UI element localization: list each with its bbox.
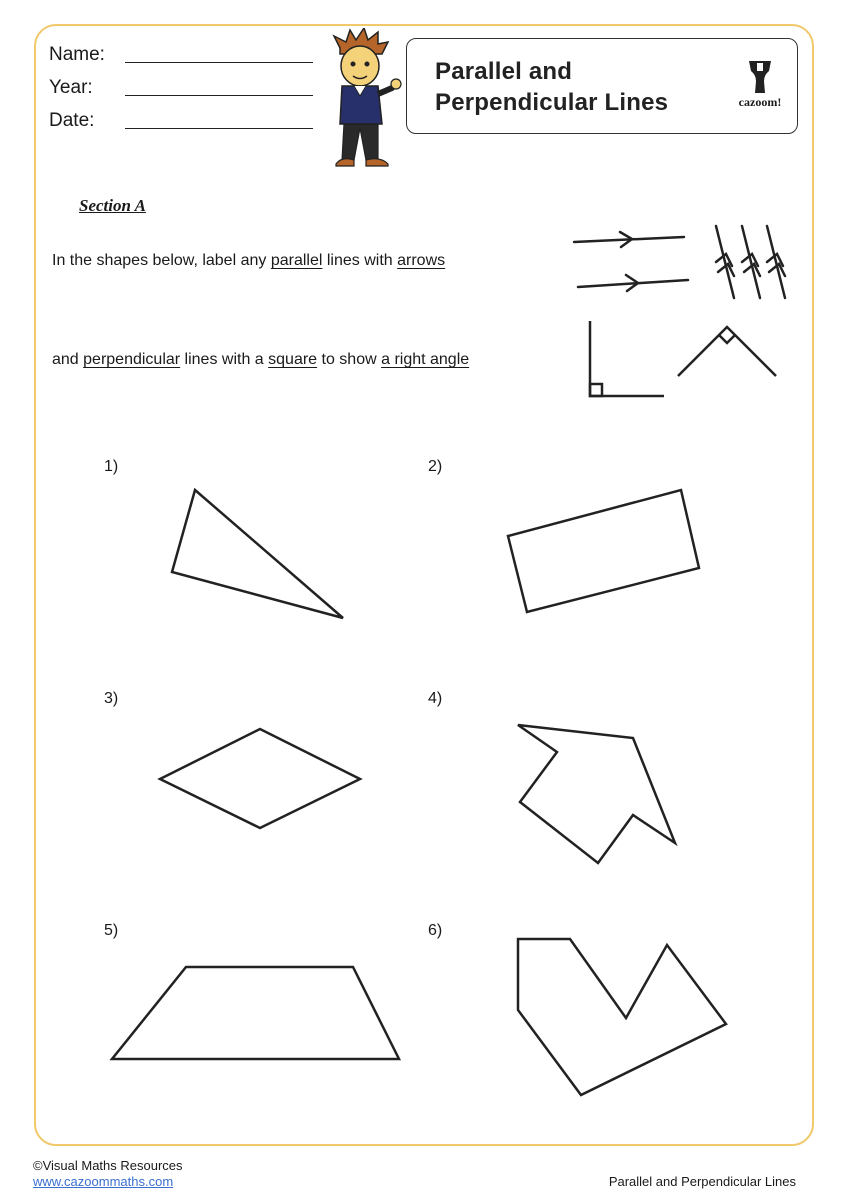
- triangle-shape[interactable]: [172, 490, 343, 618]
- keyword-perpendicular: perpendicular: [83, 351, 181, 368]
- question-label-3: 3): [104, 690, 119, 707]
- arrow-polygon-shape[interactable]: [518, 725, 675, 863]
- footer-worksheet-title: Parallel and Perpendicular Lines: [608, 1174, 796, 1189]
- question-label-6: 6): [428, 922, 443, 939]
- question-label-5: 5): [104, 922, 119, 939]
- instruction-text: In the shapes below, label any: [52, 252, 271, 269]
- worksheet-title-line1: Parallel and: [435, 58, 573, 85]
- question-label-2: 2): [428, 458, 443, 475]
- name-label: Name:: [49, 44, 105, 65]
- footer-copyright: ©Visual Maths Resources: [33, 1158, 183, 1173]
- worksheet-title-line2: Perpendicular Lines: [435, 89, 669, 116]
- rectangle-shape[interactable]: [508, 490, 699, 612]
- date-label: Date:: [49, 110, 95, 131]
- trapezium-shape[interactable]: [112, 967, 399, 1059]
- keyword-square: square: [268, 351, 318, 368]
- cazoom-logo-text: cazoom!: [738, 95, 782, 109]
- instruction-text: lines with: [322, 252, 398, 269]
- keyword-parallel: parallel: [270, 252, 323, 269]
- question-label-4: 4): [428, 690, 443, 707]
- keyword-arrows: arrows: [397, 252, 446, 269]
- question-label-1: 1): [104, 458, 119, 475]
- section-title: Section A: [79, 196, 146, 215]
- l-polygon-shape[interactable]: [518, 939, 726, 1095]
- instruction-text: to show: [317, 351, 382, 368]
- instruction-text: lines with a: [180, 351, 269, 368]
- rhombus-shape[interactable]: [160, 729, 360, 828]
- instruction-text: and: [52, 351, 84, 368]
- year-label: Year:: [49, 77, 93, 98]
- footer-website-link[interactable]: www.cazoommaths.com: [33, 1174, 174, 1189]
- keyword-right-angle: a right angle: [381, 351, 470, 368]
